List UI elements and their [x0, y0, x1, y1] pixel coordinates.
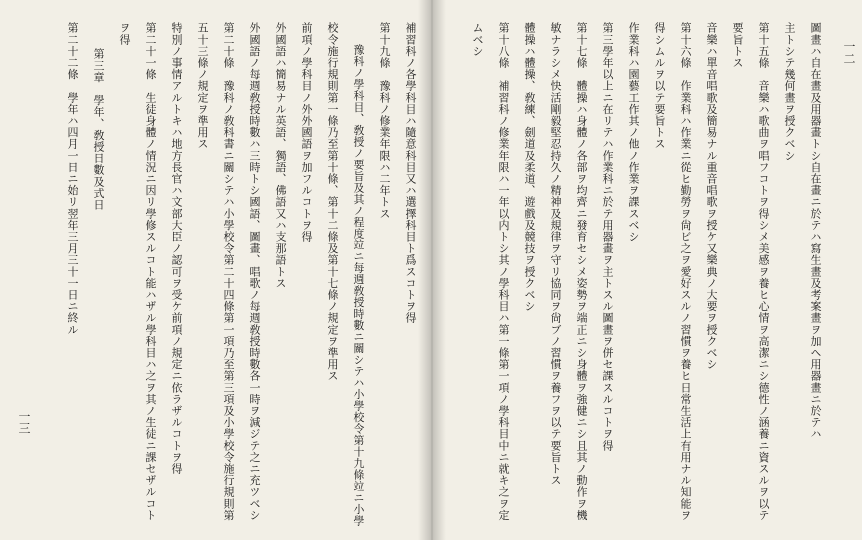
text-column: 校令施行規則第一條乃至第十條、第十二條及第十七條ノ規定ヲ準用ス	[326, 22, 339, 382]
text-column: 第十九條 豫科ノ修業年限ハ二年トス	[378, 22, 391, 220]
text-column: 豫科ノ學科目、敎授ノ要旨及其ノ程度竝ニ每週敎授時數ニ關シテハ小學校令第十九條竝ニ小學	[352, 44, 365, 527]
text-column: 要旨トス	[731, 22, 744, 69]
text-column: 主トシテ幾何畫ヲ授クベシ	[783, 22, 796, 162]
text-column: 音樂ハ單音唱歌及簡易ナル重音唱歌ヲ授ケ又樂典ノ大要ヲ授クベシ	[705, 22, 718, 370]
text-column: 第十七條 體操ハ身體ノ各部ヲ均齊ニ發育セシメ姿勢ヲ端正ニシ身體ヲ強健ニシ且其ノ動作ヲ機	[575, 22, 588, 521]
text-column: 作業科ハ園藝工作其ノ他ノ作業ヲ課スベシ	[627, 22, 640, 243]
book-gutter	[418, 0, 446, 540]
text-column: 第三學年以上ニ在リテハ作業科ニ於テ用器畫ヲ主トスル圖畫ヲ併セ課スルコトヲ得	[601, 22, 614, 452]
right-page	[432, 0, 862, 540]
text-column: 第二十條 豫科ノ敎科書ニ關シテハ小學校令第二十四條第一項乃至第三項及小學校令施行規則第	[222, 22, 235, 521]
text-column: 第十八條 補習科ノ修業年限ハ一年以内トシ其ノ學科目ハ第一條第一項ノ學科目中ニ就キ之ヲ定	[497, 22, 510, 521]
text-column: 第二十一條 生徒身體ノ情況ニ因リ學修スルコト能ハザル學科目ハ之ヲ其ノ生徒ニ課セザルコト	[144, 22, 157, 521]
page-number: 一二	[842, 40, 856, 66]
text-column: 圖畫ハ自在畫及用器畫トシ自在畫ニ於テハ寫生畫及考案畫ヲ加ヘ用器畫ニ於テハ	[809, 22, 822, 440]
text-column: 前項ノ學科目ノ外外國語ヲ加フルコトヲ得	[300, 22, 313, 243]
text-column: 特別ノ事情アルトキハ地方長官ハ文部大臣ノ認可ヲ受ケ前項ノ規定ニ依ラザルコトヲ得	[170, 22, 183, 475]
text-column: 得シムルヲ以テ要旨トス	[653, 22, 666, 150]
text-column: 第二十二條 學年ハ四月一日ニ始リ翌年三月三十一日ニ終ル	[66, 22, 79, 336]
text-column: ヲ得	[118, 22, 131, 46]
text-column: 五十三條ノ規定ヲ準用ス	[196, 22, 209, 150]
text-column: 第十五條 音樂ハ歌曲ヲ唱フコトヲ得シメ美感ヲ養ヒ心情ヲ高潔ニシ德性ノ涵養ニ資スルヲ以テ	[757, 22, 770, 521]
text-column: 外國語ハ簡易ナル英語、獨語、佛語又ハ支那語トス	[274, 22, 287, 289]
text-column: 補習科ノ各學科目ハ隨意科目又ハ選擇科目ト爲スコトヲ得	[404, 22, 417, 324]
text-column: ムベシ	[471, 22, 484, 57]
text-column: 第十六條 作業科ハ作業ニ從ヒ勤勞ヲ尙ビ之ヲ愛好スルノ習慣ヲ養ヒ日常生活上有用ナル知能ヲ	[679, 22, 692, 521]
page-number: 一三	[17, 410, 31, 434]
text-column: 敏ナラシメ快活剛毅堅忍持久ノ精神及規律ヲ守リ協同ヲ尙ブノ習慣ヲ養フヲ以テ要旨トス	[549, 22, 562, 486]
text-column: 體操ハ體操、敎練、劍道及柔道、遊戲及競技ヲ授クベシ	[523, 22, 536, 312]
chapter-heading: 第三章 學年、敎授日數及式日	[92, 48, 105, 211]
text-column: 外國語ノ每週敎授時數ハ三時トシ國語、圖畫、唱歌ノ每週敎授時數各一時ヲ減ジテ之ニ充ツベシ	[248, 22, 261, 521]
